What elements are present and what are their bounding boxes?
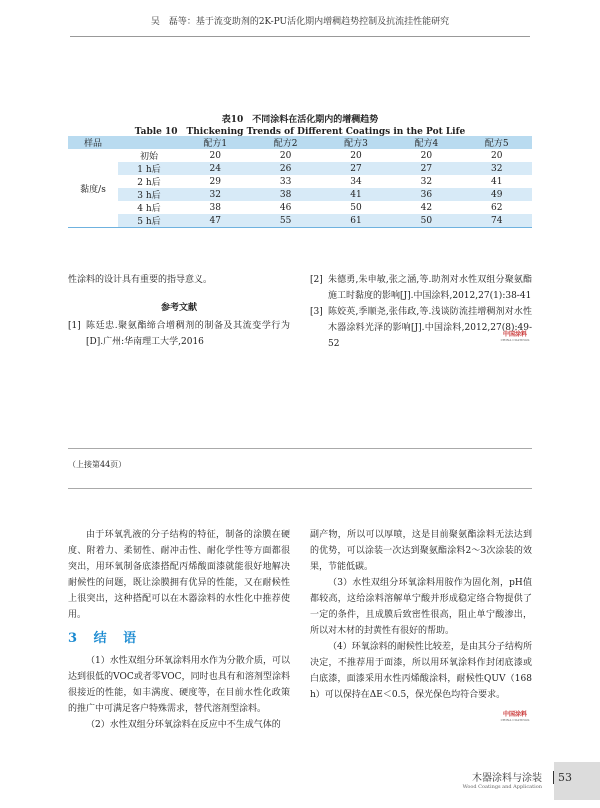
table-cell: 20 (491, 150, 503, 161)
references-title: 参考文献 (160, 303, 197, 313)
table-cell: 74 (491, 215, 503, 226)
row-label: 5 h后 (137, 217, 161, 227)
row-label: 初始 (139, 152, 158, 162)
section-divider (68, 488, 532, 489)
table-header-cell: 配方2 (273, 139, 298, 149)
table-cell: 32 (420, 176, 433, 187)
body-paragraph: （1）水性双组分环氧涂料用水作为分散介质，可以达到很低的VOC或者零VOC，同时也具有和溶剂型涂料很接近的性能，如丰满度、硬度等，在目前水性化政策的推广中可满足客户特殊需求，替代溶剂型涂料。 (68, 656, 290, 714)
table-header-cell: 配方3 (344, 139, 368, 149)
section-heading: 3 结 语 (68, 631, 143, 646)
table-header-cell: 配方1 (203, 139, 228, 149)
table-cell: 24 (209, 163, 221, 174)
body-text: 性涂料的设计具有重要的指导意义。 (68, 275, 213, 285)
viscosity-group-label: 黏度/s (68, 149, 118, 228)
reference-text: 陈姣英,季顺尧,张伟政,等.浅谈防流挂增稠剂对水性木器涂料光泽的影响[J].中国涂料,2012,27(8):49-52 (328, 307, 532, 349)
reference-item (310, 272, 532, 304)
reference-number: [1] (68, 321, 81, 331)
table-cell: 32 (209, 189, 221, 200)
table-cell: 27 (420, 163, 433, 174)
body-paragraph: （3）水性双组分环氧涂料用胺作为固化剂，pH值都较高，这给涂料溶解单宁酸并形成稳定络合物提供了一定的条件，且成膜后致密性很高，阻止单宁酸渗出，所以对木材的封黄性有很好的帮助。 (310, 578, 532, 636)
body-paragraph: （4）环氧涂料的耐候性比较差，是由其分子结构所决定，不推荐用于面漆，所以用环氧涂料作封闭底漆或白底漆，面漆采用水性丙烯酸涂料，耐候性QUV（168 h）可以保持在ΔE＜0.5，保光保色均符合要求。 (310, 642, 532, 700)
table-cell: 47 (209, 215, 221, 226)
table-row (68, 188, 532, 201)
journal-name-en: Wood Coatings and Application (462, 784, 542, 790)
viscosity-table (68, 136, 532, 228)
table-row (68, 162, 532, 175)
table-title-en: Table 10 Thickening Trends of Different Coatings in the Pot Life (134, 127, 466, 137)
china-coatings-logo (498, 712, 532, 722)
row-label: 3 h后 (137, 191, 161, 201)
reference-text: 朱德勇,朱申敏,张之涵,等.助剂对水性双组分聚氨酯施工时黏度的影响[J].中国涂料,2012,27(1):38-41 (328, 275, 532, 301)
table-cell: 36 (420, 189, 433, 200)
table-header-cell: 样品 (83, 139, 102, 149)
table-row (68, 175, 532, 188)
reference-number: [2] (310, 275, 323, 285)
reference-number: [3] (310, 307, 323, 317)
table-cell: 38 (209, 202, 221, 213)
table-cell: 29 (209, 176, 221, 187)
table-cell: 46 (279, 202, 292, 213)
table-cell: 20 (420, 150, 433, 161)
table-cell: 20 (209, 150, 221, 161)
reference-item (68, 318, 290, 350)
body-paragraph: 副产物，所以可以厚喷，这是目前聚氨酯涂料无法达到的优势，可以涂装一次达到聚氨酯涂料2～3次涂装的效果，节能低碳。 (310, 530, 532, 572)
table-cell: 55 (279, 215, 292, 226)
running-header-text: 吴 磊等：基于流变助剂的2K-PU活化期内增稠趋势控制及抗流挂性能研究 (150, 17, 450, 27)
table-cell: 32 (491, 163, 503, 174)
table-cell: 26 (279, 163, 292, 174)
table-cell: 42 (420, 202, 433, 213)
table-header-cell: 配方5 (484, 139, 509, 149)
table-cell: 34 (350, 176, 362, 187)
table-cell: 38 (279, 189, 292, 200)
table-row (68, 201, 532, 214)
table-title-cn: 表10 不同涂料在活化期内的增稠趋势 (221, 115, 379, 125)
table-row (68, 214, 532, 228)
table-cell: 61 (350, 215, 362, 226)
reference-text: 陈廷忠.聚氨酯缔合增稠剂的制备及其流变学行为[D].广州:华南理工大学,2016 (86, 321, 290, 347)
logo-cn: 中国涂料 (502, 711, 527, 718)
table-row (68, 149, 532, 162)
table-cell: 62 (491, 202, 503, 213)
reference-item (310, 304, 532, 352)
section-divider (68, 448, 532, 449)
logo-en: CHINA COATINGS (500, 338, 530, 342)
table-cell: 20 (350, 150, 362, 161)
continued-note: （上接第44页） (68, 460, 127, 469)
row-label: 2 h后 (137, 178, 161, 188)
table-cell: 20 (279, 150, 292, 161)
header-rule (70, 36, 530, 37)
body-paragraph: 由于环氧乳液的分子结构的特征，制备的涂膜在硬度、附着力、柔韧性、耐冲击性、耐化学性等方面都很突出，用环氧制备底漆搭配丙烯酸面漆就能很好地解决耐候性的问题，既让涂膜拥有优异的性能，又在耐候性上很突出，这种搭配可以在木器涂料的水性化中推荐使用。 (68, 530, 290, 620)
table-cell: 27 (350, 163, 362, 174)
table-cell: 50 (420, 215, 433, 226)
table-cell: 50 (350, 202, 362, 213)
page-number: 53 (553, 771, 572, 784)
logo-cn: 中国涂料 (502, 331, 527, 338)
table-cell: 33 (279, 176, 292, 187)
running-header (70, 14, 530, 34)
journal-name-cn: 木器涂料与涂装 (472, 773, 542, 784)
table-cell: 41 (350, 189, 362, 200)
upper-left-column (68, 272, 290, 350)
table-cell: 49 (491, 189, 503, 200)
table-cell: 41 (491, 176, 503, 187)
table-header-cell: 配方4 (414, 139, 439, 149)
lower-left-column (68, 527, 290, 733)
page-footer (462, 769, 572, 790)
logo-en: CHINA COATINGS (500, 718, 530, 722)
table-header-cell (118, 136, 180, 149)
table-header-row (68, 136, 532, 149)
row-label: 1 h后 (137, 165, 161, 175)
lower-right-column (310, 527, 532, 703)
body-paragraph: （2）水性双组分环氧涂料在反应中不生成气体的 (86, 720, 281, 730)
row-label: 4 h后 (137, 204, 161, 214)
china-coatings-logo (498, 332, 532, 342)
